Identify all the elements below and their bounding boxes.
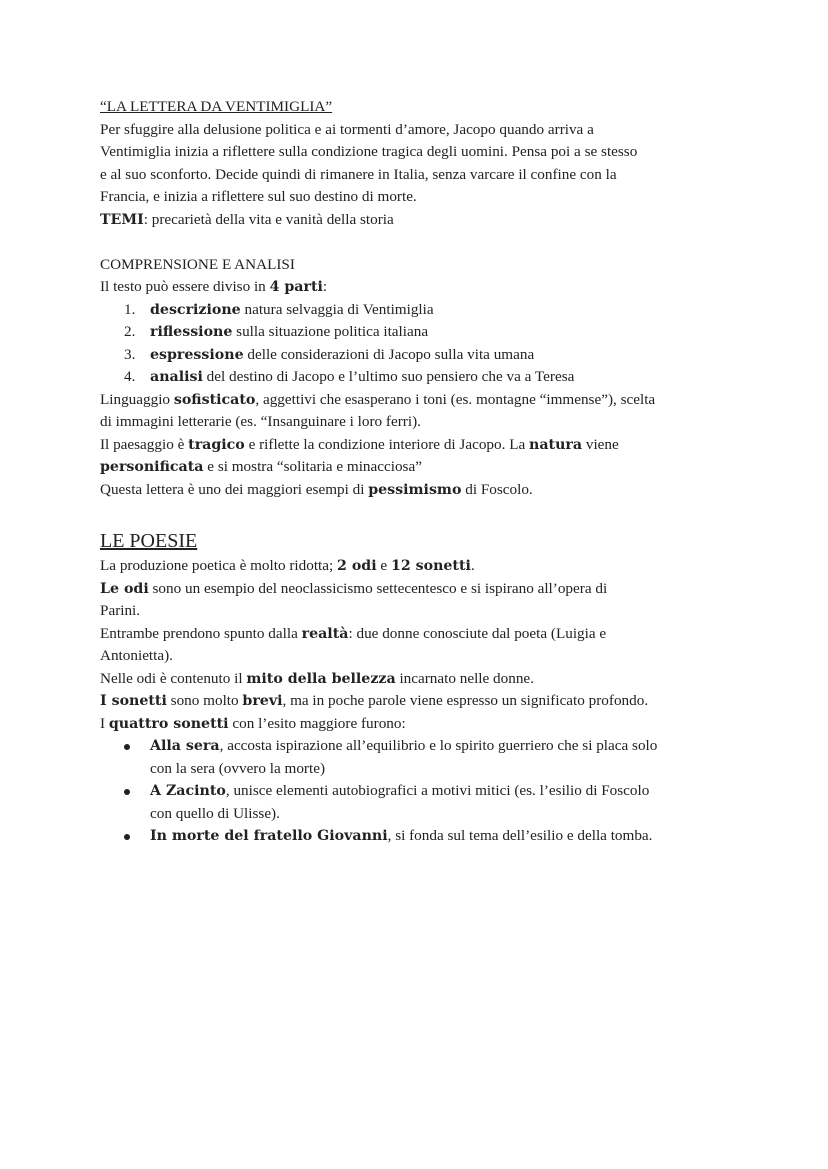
text-span: Linguaggio [100, 390, 174, 408]
list-item [100, 321, 740, 344]
text-bold: pessimismo [368, 481, 462, 498]
text-line: con la sera (ovvero la morte) [150, 759, 325, 777]
item-text: , si fonda sul tema dell’esilio e della tomba. [387, 827, 653, 844]
item-text: sulla situazione politica italiana [232, 323, 429, 340]
text-bold: mito della bellezza [246, 670, 396, 687]
temi-text: : precarietà della vita e vanità della storia [143, 210, 394, 228]
item-bold: riflessione [150, 324, 233, 340]
text-bold: natura [529, 436, 583, 453]
section-title-comprensione: COMPRENSIONE E ANALISI [100, 255, 295, 273]
text-line: di immagini letterarie (es. “Insanguinare i loro ferri). [100, 413, 421, 430]
text-span: sono un esempio del neoclassicismo settecentesco e si ispirano all’opera di [148, 579, 608, 597]
text-bold: I sonetti [100, 693, 167, 709]
document-page [100, 96, 740, 848]
item-bold: espressione [150, 346, 244, 363]
text-span: e [376, 557, 391, 574]
text-bold: tragico [188, 436, 245, 453]
bullet-icon [124, 789, 130, 795]
produzione-line [100, 555, 740, 578]
text-span: e riflette la condizione interiore di Jacopo. La [244, 435, 530, 453]
text-line [150, 780, 740, 803]
section-title-lettera: “LA LETTERA DA VENTIMIGLIA” [100, 98, 333, 115]
item-bold: analisi [150, 369, 203, 385]
temi-label: TEMI [100, 211, 144, 228]
item-bold: Alla sera [150, 738, 220, 754]
text-span: e si mostra “solitaria e minacciosa” [203, 458, 422, 475]
text-line [100, 389, 740, 412]
item-text: delle considerazioni di Jacopo sulla vita umana [243, 345, 535, 363]
item-number: 4. [124, 368, 136, 385]
text-bold: realtà [301, 625, 349, 642]
text-bold: personificata [100, 459, 204, 475]
bullet-icon [124, 744, 130, 750]
text-span: Il paesaggio è [100, 435, 189, 453]
intro-bold: 4 parti [269, 279, 323, 295]
text-span: , ma in poche parole viene espresso un significato profondo. [282, 692, 649, 709]
section-title-poesie: LE POESIE [100, 530, 198, 552]
sonetti-list [100, 735, 740, 848]
text-line: Ventimiglia inizia a riflettere sulla condizione tragica degli uomini. Pensa poi a se stesso [100, 143, 638, 160]
text-span: sono molto [166, 692, 243, 709]
list-item [100, 735, 740, 780]
text-bold: quattro sonetti [108, 715, 229, 732]
text-span: , aggettivi che esasperano i toni (es. montagne “immense”), scelta [255, 390, 656, 408]
item-number: 2. [124, 323, 136, 340]
intro-end: : [322, 278, 328, 295]
text-line: con quello di Ulisse). [150, 804, 280, 822]
item-text: , unisce elementi autobiografici a motivi mitici (es. l’esilio di Foscolo [225, 782, 650, 799]
text-span: I [100, 714, 109, 732]
item-text: natura selvaggia di Ventimiglia [240, 300, 434, 318]
text-bold: sofisticato [173, 391, 256, 408]
item-text: , accosta ispirazione all’equilibrio e lo spirito guerriero che si placa solo [219, 737, 658, 754]
bullet-icon [124, 834, 130, 840]
text-line [100, 434, 740, 457]
mito-line [100, 668, 740, 691]
text-line [100, 456, 740, 479]
text-line [150, 825, 740, 848]
parts-list [100, 299, 740, 389]
text-span: con l’esito maggiore furono: [228, 714, 406, 732]
entrambe-paragraph [100, 623, 740, 668]
text-span: incarnato nelle donne. [395, 669, 534, 687]
pessimismo-line [100, 479, 740, 502]
intro-text: Il testo può essere diviso in [100, 278, 270, 295]
paragraph-lettera [100, 119, 740, 209]
list-item [100, 299, 740, 322]
item-number: 3. [124, 345, 136, 363]
item-number: 1. [124, 300, 136, 318]
text-line [150, 735, 740, 758]
list-item [100, 344, 740, 367]
text-bold: 12 sonetti [390, 558, 471, 574]
item-text: del destino di Jacopo e l’ultimo suo pensiero che va a Teresa [202, 368, 575, 385]
item-bold: descrizione [150, 301, 241, 318]
list-item [100, 366, 740, 389]
list-item [100, 825, 740, 848]
item-bold: In morte del fratello Giovanni [150, 828, 388, 844]
item-bold: A Zacinto [150, 783, 226, 799]
text-span: : due donne conosciute dal poeta (Luigia e [348, 624, 607, 642]
text-span: viene [582, 435, 619, 453]
odi-paragraph [100, 578, 740, 623]
text-line: Parini. [100, 602, 141, 619]
linguaggio-paragraph [100, 389, 740, 434]
text-line: e al suo sconforto. Decide quindi di rimanere in Italia, senza varcare il confine con la [100, 165, 617, 183]
intro-line [100, 276, 740, 299]
text-bold: 2 odi [337, 558, 377, 574]
quattro-sonetti-line [100, 713, 740, 736]
text-line [100, 578, 740, 601]
text-span: La produzione poetica è molto ridotta; [100, 557, 338, 574]
text-line: Francia, e inizia a riflettere sul suo destino di morte. [100, 188, 417, 205]
text-span: di Foscolo. [461, 480, 533, 498]
text-span: Nelle odi è contenuto il [100, 669, 247, 687]
list-item [100, 780, 740, 825]
text-span: . [470, 557, 475, 574]
text-span: Questa lettera è uno dei maggiori esempi di [100, 480, 369, 498]
text-line [100, 623, 740, 646]
text-bold: Le odi [100, 580, 149, 597]
sonetti-line [100, 690, 740, 713]
text-bold: brevi [242, 693, 283, 709]
text-line: Per sfuggire alla delusione politica e ai tormenti d’amore, Jacopo quando arriva a [100, 120, 594, 138]
text-span: Entrambe prendono spunto dalla [100, 624, 302, 642]
text-line: Antonietta). [100, 647, 173, 664]
temi-line [100, 209, 740, 232]
paesaggio-paragraph [100, 434, 740, 479]
